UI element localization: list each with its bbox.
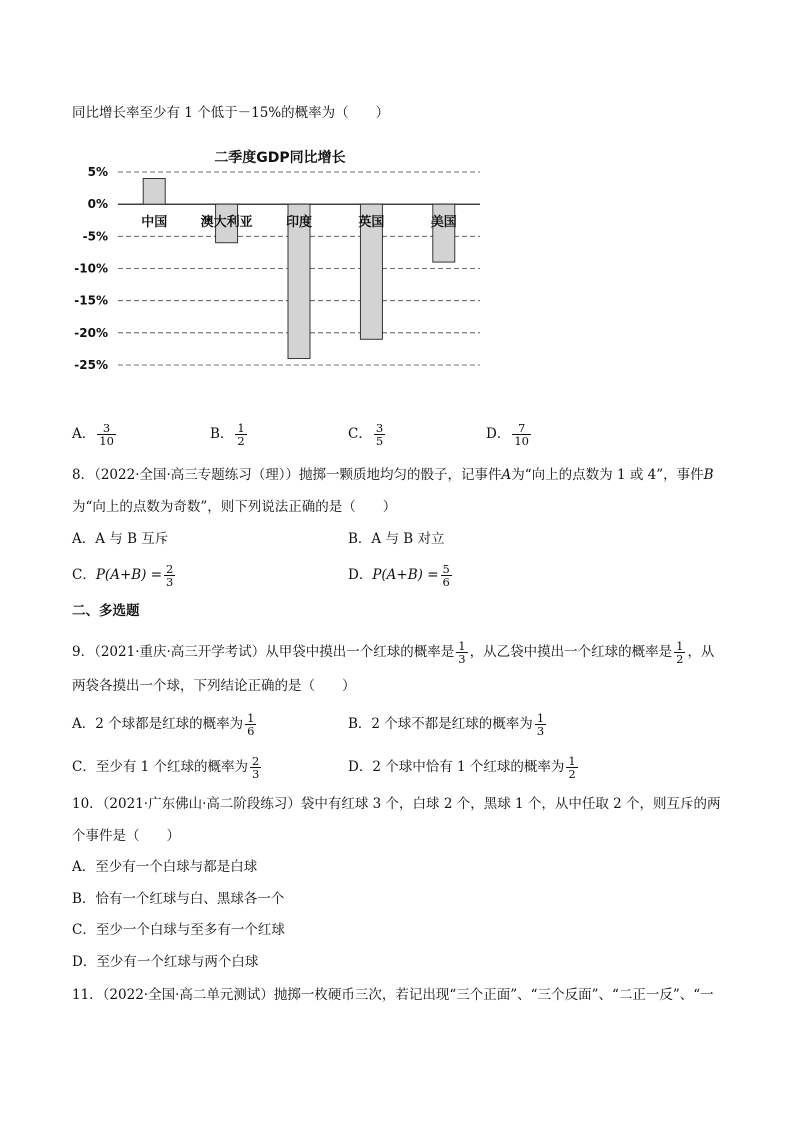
bar-5 [430, 204, 457, 262]
y-tick-label: -15% [74, 293, 108, 308]
fraction: $\frac{1}{3}$ [536, 711, 545, 738]
option-letter: A． [72, 426, 96, 442]
q9-option-d[interactable]: D．2 个球中恰有 1 个红球的概率为 $\frac{1}{2}$ [348, 754, 576, 781]
y-tick-label: 5% [87, 165, 108, 179]
option-letter: C． [348, 426, 372, 442]
fraction: $\frac{1}{2}$ [237, 421, 245, 448]
q10-option-c[interactable]: C．至少一个白球与至多有一个红球 [72, 922, 285, 938]
q9-option-b[interactable]: B．2 个球不都是红球的概率为 $\frac{1}{3}$ [348, 711, 545, 738]
x-category-label: 美国 [430, 215, 457, 231]
q8-option-b[interactable]: B．A 与 B 对立 [348, 531, 445, 547]
fraction: $\frac{1}{6}$ [247, 711, 255, 738]
fraction: $\frac{2}{3}$ [166, 562, 174, 589]
q10-stem-line1: 10．（2021·广东佛山·高二阶段练习）袋中有红球 3 个，白球 2 个，黑球 1 个，从中任取 2 个，则互斥的两 [72, 796, 721, 812]
y-tick-label: -10% [74, 261, 108, 276]
bar-1 [143, 178, 165, 204]
y-tick-label: -20% [74, 325, 108, 340]
q8-option-a[interactable]: A．A 与 B 互斥 [72, 531, 169, 547]
q8-option-d[interactable]: D．P(A+B) = $\frac{5}{6}$ [348, 562, 450, 589]
x-category-label: 中国 [141, 215, 168, 231]
y-tick-label: -25% [74, 358, 108, 372]
q10-option-a[interactable]: A．至少有一个白球与都是白球 [72, 859, 258, 875]
fraction: $\frac{5}{6}$ [442, 562, 450, 589]
q8-stem-line1: 8．（2022·全国·高三专题练习（理））抛掷一颗质地均匀的骰子，记事件A为“向上的点数为 1 或 4”，事件B [72, 467, 714, 483]
q7-option-b[interactable] [210, 422, 249, 447]
x-category-label: 澳大利亚 [200, 215, 253, 231]
q8-stem-line2: 为“向上的点数为奇数”，则下列说法正确的是（ ） [72, 499, 397, 515]
q11-stem-line1: 11．（2022·全国·高二单元测试）抛掷一枚硬币三次，若记出现“三个正面”、“三个反面”、“二正一反”、“一 [72, 987, 714, 1003]
q9-stem-line1: 9．（2021·重庆·高三开学考试）从甲袋中摸出一个红球的概率是 $\frac{1}{3}$ ，从乙袋中摸出一个红球的概率是 $\frac{1}{2}$ ，从 [72, 639, 715, 666]
q7-option-a[interactable] [72, 422, 118, 447]
option-letter: B． [210, 426, 234, 442]
q10-option-d[interactable]: D．至少有一个红球与两个白球 [72, 954, 259, 970]
q9-stem-line2: 两袋各摸出一个球，下列结论正确的是（ ） [72, 678, 356, 694]
q10-stem-line2: 个事件是（ ） [72, 828, 180, 844]
section-heading: 二、多选题 [72, 603, 140, 619]
fraction: $\frac{3}{10}$ [99, 421, 114, 448]
q9-option-a[interactable]: A．2 个球都是红球的概率为 $\frac{1}{6}$ [72, 711, 255, 738]
x-category-label: 英国 [358, 215, 385, 231]
q9-option-c[interactable]: C．至少有 1 个红球的概率为 $\frac{2}{3}$ [72, 754, 260, 781]
gdp-bar-chart [70, 140, 490, 385]
y-tick-label: -5% [82, 229, 108, 244]
y-tick-label: 0% [87, 197, 108, 212]
chart-title: 二季度GDP同比增长 [214, 150, 346, 166]
q7-stem-tail: 同比增长率至少有 1 个低于－15%的概率为（ ） [72, 105, 390, 121]
x-category-label: 印度 [285, 215, 313, 231]
q7-option-c[interactable] [348, 422, 387, 447]
fraction: $\frac{3}{5}$ [375, 421, 384, 448]
fraction: $\frac{1}{2}$ [568, 754, 576, 781]
fraction: $\frac{1}{2}$ [676, 639, 684, 666]
fraction: $\frac{1}{3}$ [458, 639, 466, 666]
fraction: $\frac{7}{10}$ [514, 421, 529, 448]
fraction: $\frac{2}{3}$ [252, 754, 260, 781]
q7-option-d[interactable] [486, 422, 533, 447]
q8-option-c[interactable]: C．P(A+B) = $\frac{2}{3}$ [72, 562, 174, 589]
q10-option-b[interactable]: B．恰有一个红球与白、黑球各一个 [72, 891, 285, 907]
option-letter: D． [486, 426, 511, 442]
